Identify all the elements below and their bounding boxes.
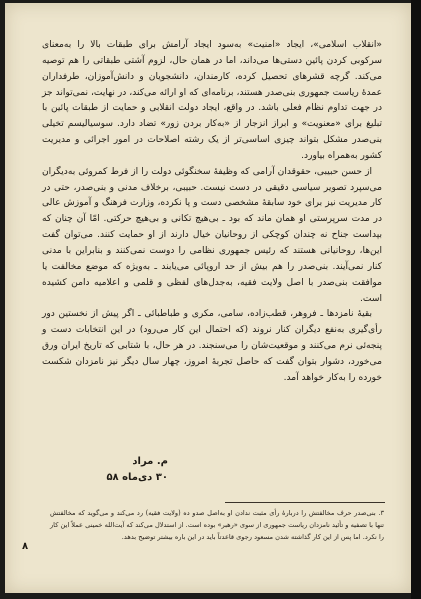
footnote-divider <box>225 502 385 503</box>
author-signature <box>48 454 168 486</box>
scan-margin <box>411 0 421 599</box>
paragraph: بقیۀ نامزدها ـ فروهر، قطب‌زاده، سامی، مکری و طباطبائی ـ اگر پیش از نخستین دور رأی‌گیری به‌نفع دیگران کنار نروند (که احتمال این کار می‌رود) در این انتخابات دست و پنجه‌ئی نرم می‌کنند و موقعیت‌شان را می‌سنجند. در هر حال، با شتابی که تاریخ ایران ورق می‌خورد، دشوار بتوان گفت که حاصل تجربۀ امروز، چهار سال دیگر نیز نامزدان شکست خورده را به‌کار خواهد آمد. <box>42 309 382 383</box>
paragraph: از حسن حبیبی، حقوقدان آرامی که وظیفۀ سخنگوئی دولت را از فرط کمروئی به‌دیگران می‌سپرد تصویر سیاسی دقیقی در دست نیست. حبیبی، برخلاف مدنی و بنی‌صدر، حتی در کار مدیریت نیز برای خود سابقۀ مشخصی دست و پا نکرده، وزارت فرهنگ و آموزش عالی در مدت سرپرستی او همان ماند که بود ـ بی‌هیچ تکانی و بی‌هیچ حرکتی. امّا آن چنان که بپداست جناح نه چندان کوچکی از روحانیان خیال دارند از او حمایت کنند. می‌توان گفت این‌ها، روحانیانی هستند که رئیس جمهوری نظامی را دوست نمی‌کنند و بنابراین با مدنی کنار نمی‌آیند. بنی‌صدر را هم بیش از حد اروپائی می‌یابند ـ به‌ویژه که موضع مخالفت یا موافقت بنی‌صدر با اصل ولایت فقیه، به‌جدل‌های لفظی و قلمی و اعلامیه دامن کشیده است. <box>42 166 382 304</box>
footnote: ۳. بنی‌صدر حرف مخالفتش را دربارۀ رأی مثبت ندادن او به‌اصل صدو ده (ولایت فقیه) رد می‌کند و می‌گوید که مخالفتش تنها با تصفیه و تأئید نامزدان ریاست جمهوری از سوی «رهبر» بوده است. از استدلال می‌کند که آیت‌الله خمینی عملاً این کار را نکرد. اما پس از این کار گذاشته شدن مسعود رجوی قاعدتاً باید در این باره بیشتر توضیح بدهد. <box>50 509 384 542</box>
signature-date: ۳۰ دی‌ماه ۵۸ <box>106 472 168 483</box>
article-body <box>42 38 382 387</box>
author-name: م. مراد <box>132 456 168 467</box>
page-number: ۸ <box>22 541 29 552</box>
paragraph: «انقلاب اسلامی»، ایجاد «امنیت» به‌سود ایجاد آرامش برای طبقات بالا را به‌معنای سرکوبی کردن پائین دستی‌ها می‌داند، اما در همان حال، لزوم آشتی طبقاتی را هم توصیه می‌کند. گرچه قشرهای تحصیل کرده، کارمندان، دانشجویان و دانش‌آموزان، طرفداران عمدۀ ریاست جمهوری بنی‌صدر هستند، برنامه‌ای که او ارائه می‌کند، در نهایت، نمی‌تواند جز در جهت تداوم نظام فعلی باشد. در واقع، ایجاد دولت انقلابی و حمایت از طبقات پائین با تبلیغ برای «معنویت» و ابراز انزجار از «به‌کار بردن زور» تضاد دارد. سوسیالیسم تخیلی بنی‌صدر مشکل بتواند چیزی اساسی‌تر از یک رشته اصلاحات در امور اجرائی و مدیریت کشور به‌همراه بیاورد. <box>42 40 382 161</box>
